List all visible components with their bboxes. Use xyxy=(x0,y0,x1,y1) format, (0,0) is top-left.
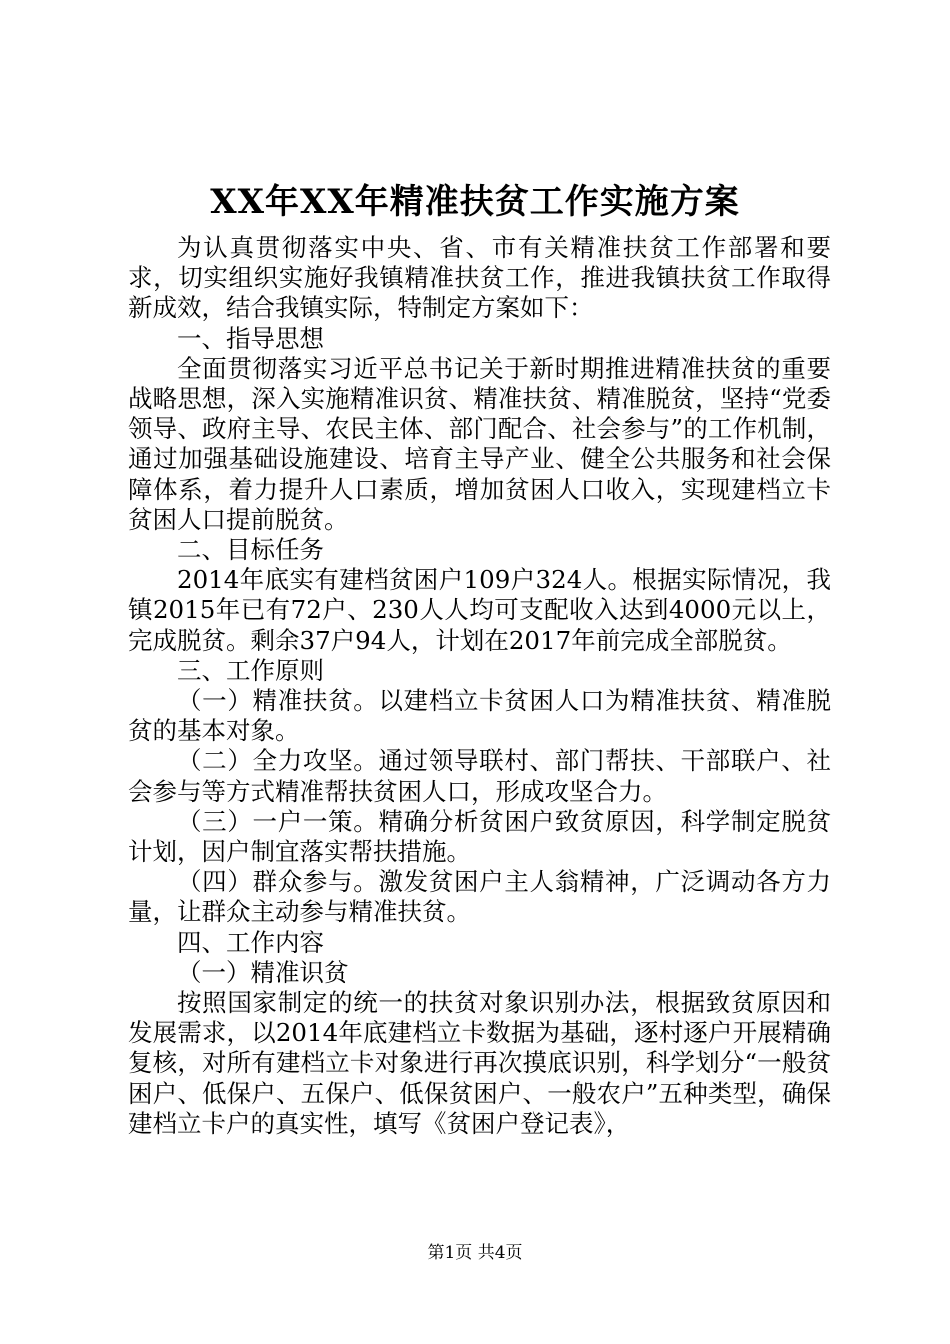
section-heading-principles: 三、工作原则 xyxy=(177,655,324,685)
paragraph-principle-4: （四）群众参与。激发贫困户主人翁精神，广泛调动各方力量，让群众主动参与精准扶贫。 xyxy=(128,867,831,927)
document-title: XX年XX年精准扶贫工作实施方案 xyxy=(210,182,740,222)
document-body xyxy=(128,233,831,1139)
paragraph-principle-3: （三）一户一策。精确分析贫困户致贫原因，科学制定脱贫计划，因户制宜落实帮扶措施。 xyxy=(128,806,831,867)
paragraph-principle-1: （一）精准扶贫。以建档立卡贫困人口为精准扶贫、精准脱贫的基本对象。 xyxy=(128,686,831,746)
section-heading-work-content: 四、工作内容 xyxy=(177,927,324,957)
paragraph-principle-2: （二）全力攻坚。通过领导联村、部门帮扶、干部联户、社会参与等方式精准帮扶贫困人口，形成攻坚合力。 xyxy=(128,746,831,806)
page-footer: 第1页 共4页 xyxy=(427,1243,523,1263)
paragraph-guiding-ideology: 全面贯彻落实习近平总书记关于新时期推进精准扶贫的重要战略思想，深入实施精准识贫、精准扶贫、精准脱贫，坚持“党委领导、政府主导、农民主体、部门配合、社会参与”的工作机制，通过加强基础设施建设、培育主导产业、健全公共服务和社会保障体系，着力提升人口素质，增加贫困人口收入，实现建档立卡贫困人口提前脱贫。 xyxy=(128,353,831,534)
section-heading-guiding-ideology: 一、指导思想 xyxy=(177,323,324,353)
section-heading-goals: 二、目标任务 xyxy=(177,535,324,565)
subsection-heading-identification: （一）精准识贫 xyxy=(177,957,349,987)
paragraph-identification: 按照国家制定的统一的扶贫对象识别办法，根据致贫原因和发展需求，以2014年底建档立卡数据为基础，逐村逐户开展精确复核，对所有建档立卡对象进行再次摸底识别，科学划分“一般贫困户、低保户、五保户、低保贫困户、一般农户”五种类型，确保建档立卡户的真实性，填写《贫困户登记表》， xyxy=(128,988,831,1138)
paragraph-intro: 为认真贯彻落实中央、省、市有关精准扶贫工作部署和要求，切实组织实施好我镇精准扶贫工作，推进我镇扶贫工作取得新成效，结合我镇实际，特制定方案如下： xyxy=(128,233,831,323)
paragraph-goals: 2014年底实有建档贫困户109户324人。根据实际情况，我镇2015年已有72户、230人人均可支配收入达到4000元以上，完成脱贫。剩余37户94人，计划在2017年前完成全部脱贫。 xyxy=(128,565,831,655)
